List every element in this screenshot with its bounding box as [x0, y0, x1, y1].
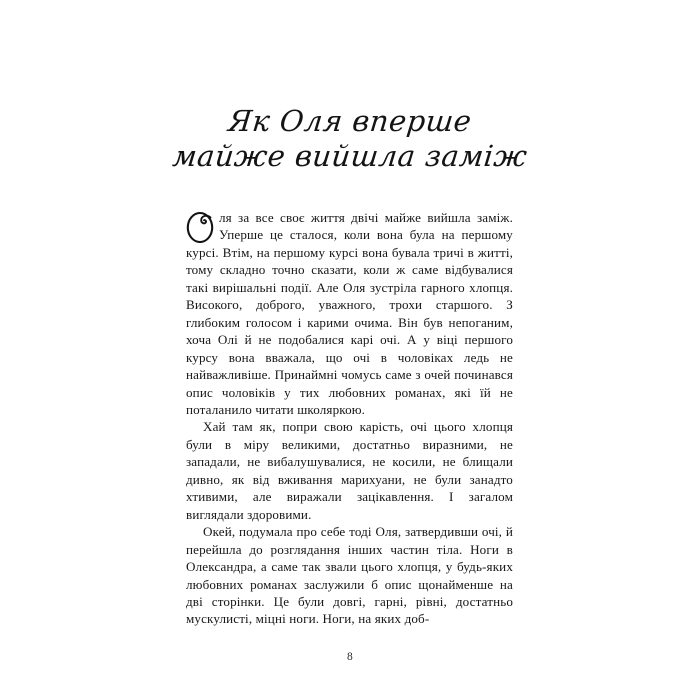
body-text-column — [186, 209, 513, 628]
chapter-title — [0, 104, 700, 173]
paragraph-text: Хай там як, попри свою карість, очі цього хлопця були в міру великими, достатньо виразними, не западали, не вибалушувалися, не косили, не блищали дивно, як від вживання марихуани, не були занадто хтивими, але виражали зацікавлення. І загалом виглядали здоровими. — [186, 419, 513, 522]
dropcap-spacer — [186, 209, 219, 243]
paragraph-text: ля за все своє життя двічі майже вийшла заміж. Уперше це сталося, коли вона була на першому курсі. Втім, на першому курсі вона бувала тричі в житті, тому складно точно сказати, коли ж саме відбувалися такі вирішальні події. Але Оля зустріла гарного хлопця. Високого, доброго, уважного, трохи старшого. З глибоким голосом і карими очима. Він був непоганим, хоча Олі й не подобалися карі очі. А у віці першого курсу вона вважала, що очі в чоловіках ледь не найважливіше. Принаймні чомусь саме з очей починався опис чоловіків у тих любовних романах, які їй не поталанило читати школяркою. — [186, 210, 513, 417]
chapter-title-line-2: майже вийшла заміж — [170, 139, 530, 173]
paragraph — [186, 523, 513, 628]
chapter-title-line-1: Як Оля вперше — [226, 104, 474, 138]
page-number: 8 — [347, 651, 353, 663]
paragraph-text: Окей, подумала про себе тоді Оля, затвердивши очі, й перейшла до розглядання інших частин тіла. Ноги в Олександра, а саме так звали цього хлопця, у будь-яких любовних романах заслужили б опис щонайменше на дві сторінки. Це були довгі, гарні, рівні, достатньо мускулисті, міцні ноги. Ноги, на яких доб- — [186, 524, 513, 627]
paragraph — [186, 209, 513, 418]
paragraph — [186, 418, 513, 523]
